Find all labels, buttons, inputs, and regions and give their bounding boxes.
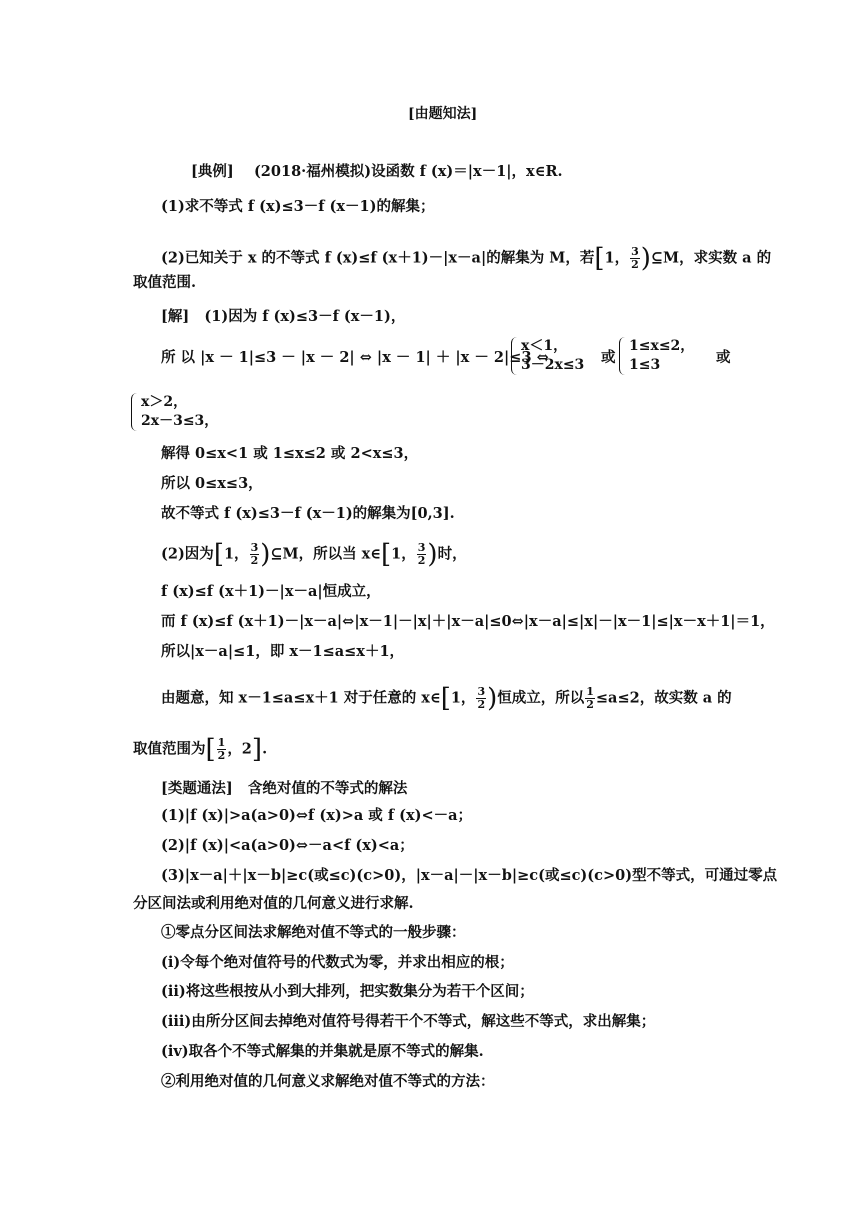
- method-header: [161, 779, 407, 799]
- q2-interval: 1，: [604, 249, 630, 267]
- or-word-1: 或: [601, 349, 616, 366]
- section-title: [由题知法]: [408, 106, 478, 122]
- method-step-4: (ⅳ)取各个不等式解集的并集就是原不等式的解集.: [161, 1043, 484, 1060]
- solution-line-11: 取值范围为[ $\frac{1}{2}$ ，2].: [133, 734, 268, 765]
- method-rule-3-cont: 分区间法或利用绝对值的几何意义进行求解.: [133, 895, 414, 912]
- fraction: $\frac{3}{2}$: [631, 245, 639, 271]
- example-header: [191, 162, 563, 182]
- solution-label: [解]: [161, 308, 190, 325]
- question-2-cont: 取值范围.: [133, 274, 197, 291]
- solution-line-7: f (x)≤f (x＋1)－|x－a|恒成立，: [161, 583, 381, 600]
- case-system-1: x＜1， 3－2x≤3: [511, 337, 584, 375]
- method-rule-1: (1)|f (x)|>a(a>0)⇔f (x)>a 或 f (x)<－a；: [161, 807, 473, 824]
- method-step-3: (ⅲ)由所分区间去掉绝对值符号得若干个不等式，解这些不等式，求出解集；: [161, 1013, 656, 1030]
- method-circle-2: ②利用绝对值的几何意义求解绝对值不等式的方法：: [161, 1073, 495, 1090]
- solution-line-3: 解得 0≤x<1 或 1≤x≤2 或 2<x≤3，: [161, 445, 419, 462]
- method-title: 含绝对值的不等式的解法: [247, 780, 408, 797]
- case-system-3: x＞2， 2x－3≤3，: [131, 393, 218, 431]
- solution-line-10: 由题意，知 x－1≤a≤x＋1 对于任意的 x∈[1， $\frac{3}{2}$ )恒成立，所以 $\frac{1}{2}$ ≤a≤2，故实数 a 的: [161, 683, 732, 714]
- example-label: [典例]: [191, 163, 234, 180]
- method-rule-3: (3)|x－a|＋|x－b|≥c(或≤c)(c>0)，|x－a|－|x－b|≥c(或≤c)(c>0)型不等式，可通过零点: [161, 867, 778, 884]
- example-statement: 设函数 f (x)＝|x－1|，x∈R.: [371, 163, 563, 180]
- method-step-2: (ⅱ)将这些根按从小到大排列，把实数集分为若干个区间；: [161, 983, 534, 1000]
- solution-line-5: 故不等式 f (x)≤3－f (x－1)的解集为[0,3].: [161, 505, 455, 522]
- fraction: $\frac{3}{2}$: [477, 685, 486, 711]
- method-step-1: (ⅰ)令每个绝对值符号的代数式为零，并求出相应的根；: [161, 954, 514, 971]
- example-source: (2018·福州模拟): [253, 163, 372, 180]
- fraction: $\frac{3}{2}$: [417, 541, 426, 567]
- case-system-2: 1≤x≤2， 1≤3: [619, 337, 694, 375]
- fraction: $\frac{3}{2}$: [250, 541, 259, 567]
- method-circle-1: ①零点分区间法求解绝对值不等式的一般步骤：: [161, 924, 466, 941]
- or-word-2: 或: [716, 349, 731, 366]
- solution-line-4: 所以 0≤x≤3，: [161, 475, 263, 492]
- method-rule-2: (2)|f (x)|<a(a>0)⇔－a<f (x)<a；: [161, 837, 414, 854]
- solution-line-6: (2)因为[1， $\frac{3}{2}$ )⊆M，所以当 x∈[1， $\frac{3}{2}$ )时，: [161, 539, 467, 570]
- question-1: (1)求不等式 f (x)≤3－f (x－1)的解集；: [161, 198, 435, 215]
- fraction: $\frac{1}{2}$: [217, 736, 226, 762]
- solution-line-2: 所 以 |x － 1|≤3 － |x － 2| ⇔ |x － 1| ＋ |x － 2|≤3 ⇔: [161, 349, 549, 366]
- method-label: [类题通法]: [161, 780, 233, 797]
- solution-line-8: 而 f (x)≤f (x＋1)－|x－a|⇔|x－1|－|x|＋|x－a|≤0⇔|x－a|≤|x|－|x－1|≤|x－x＋1|＝1，: [161, 613, 775, 630]
- solution-line-9: 所以|x－a|≤1，即 x－1≤a≤x＋1，: [161, 643, 405, 660]
- solution-line-1: [解] (1)因为 f (x)≤3－f (x－1)，: [161, 308, 406, 325]
- question-2: (2)已知关于 x 的不等式 f (x)≤f (x＋1)－|x－a|的解集为 M，若[1， $\frac{3}{2}$ )⊆M，求实数 a 的: [161, 243, 772, 274]
- fraction: $\frac{1}{2}$: [586, 685, 594, 711]
